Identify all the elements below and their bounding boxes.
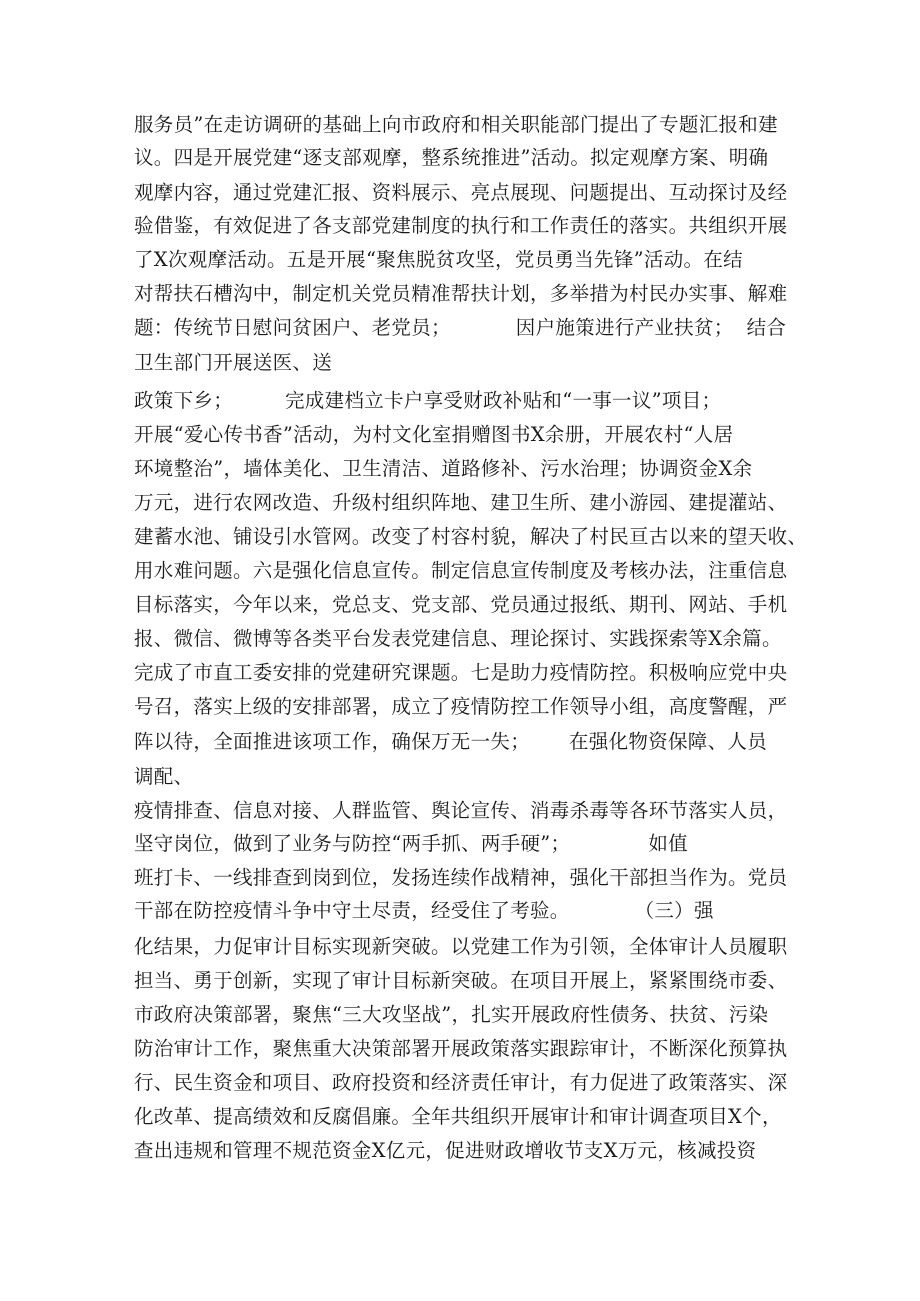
text-line: 化结果，力促审计目标实现新突破。以党建工作为引领，全体审计人员履职	[134, 935, 788, 958]
text-line: 防治审计工作，聚焦重大决策部署开展政策落实跟踪审计，不断深化预算执	[134, 1037, 788, 1060]
text-line: 服务员”在走访调研的基础上向市政府和相关职能部门提出了专题汇报和建	[134, 113, 778, 136]
text-line: 行、民生资金和项目、政府投资和经济责任审计，有力促进了政策落实、深	[134, 1071, 788, 1094]
text-line: 开展“爱心传书香”活动，为村文化室捐赠图书X余册，开展农村“人居	[134, 423, 734, 446]
text-line: 坚守岗位，做到了业务与防控“两手抓、两手硬”； 如值	[134, 832, 688, 855]
text-line: 万元，进行农网改造、升级村组织阵地、建卫生所、建小游园、建提灌站、	[134, 491, 788, 514]
text-line: 调配、	[134, 765, 194, 788]
text-line: 观摩内容，通过党建汇报、资料展示、亮点展现、问题提出、互动探讨及经	[134, 181, 788, 204]
text-line: 政策下乡； 完成建档立卡户享受财政补贴和“一事一议”项目；	[134, 389, 722, 412]
text-line: 目标落实，今年以来，党总支、党支部、党员通过报纸、期刊、网站、手机	[134, 593, 788, 616]
text-line: 了X次观摩活动。五是开展“聚焦脱贫攻坚，党员勇当先锋”活动。在结	[134, 248, 743, 271]
text-line: 号召，落实上级的安排部署，成立了疫情防控工作领导小组，高度警醒，严	[134, 695, 788, 718]
text-line: 建蓄水池、铺设引水管网。改变了村容村貌，解决了村民亘古以来的望天收、	[134, 525, 808, 548]
text-line: 验借鉴，有效促进了各支部党建制度的执行和工作责任的落实。共组织开展	[134, 214, 788, 237]
text-line: 环境整治”，墙体美化、卫生清洁、道路修补、污水治理；协调资金X余	[134, 457, 753, 480]
text-line: 查出违规和管理不规范资金X亿元，促进财政增收节支X万元，核减投资	[134, 1139, 757, 1162]
text-line: 对帮扶石槽沟中，制定机关党员精准帮扶计划，多举措为村民办实事、解难	[134, 282, 788, 305]
text-line: 用水难问题。六是强化信息宣传。制定信息宣传制度及考核办法，注重信息	[134, 559, 788, 582]
text-line: 干部在防控疫情斗争中守土尽责，经受住了考验。 （三）强	[134, 899, 714, 922]
text-line: 卫生部门开展送医、送	[134, 351, 333, 374]
text-line: 报、微信、微博等各类平台发表党建信息、理论探讨、实践探索等X余篇。	[134, 627, 782, 650]
text-line: 班打卡、一线排查到岗到位，发扬连续作战精神，强化干部担当作为。党员	[134, 866, 788, 889]
text-line: 市政府决策部署，聚焦“三大攻坚战”，扎实开展政府性债务、扶贫、污染	[134, 1003, 769, 1026]
text-line: 担当、勇于创新，实现了审计目标新突破。在项目开展上，紧紧围绕市委、	[134, 969, 788, 992]
text-line: 议。四是开展党建“逐支部观摩，整系统推进”活动。拟定观摩方案、明确	[134, 146, 769, 169]
text-line: 化改革、提高绩效和反腐倡廉。全年共组织开展审计和审计调查项目X个，	[134, 1105, 782, 1128]
text-line: 疫情排查、信息对接、人群监管、舆论宣传、消毒杀毒等各环节落实人员，	[134, 799, 788, 822]
text-line: 题：传统节日慰问贫困户、老党员； 因户施策进行产业扶贫； 结合	[134, 316, 787, 339]
text-line: 阵以待，全面推进该项工作，确保万无一失； 在强化物资保障、人员	[134, 730, 767, 753]
text-line: 完成了市直工委安排的党建研究课题。七是助力疫情防控。积极响应党中央	[134, 661, 788, 684]
